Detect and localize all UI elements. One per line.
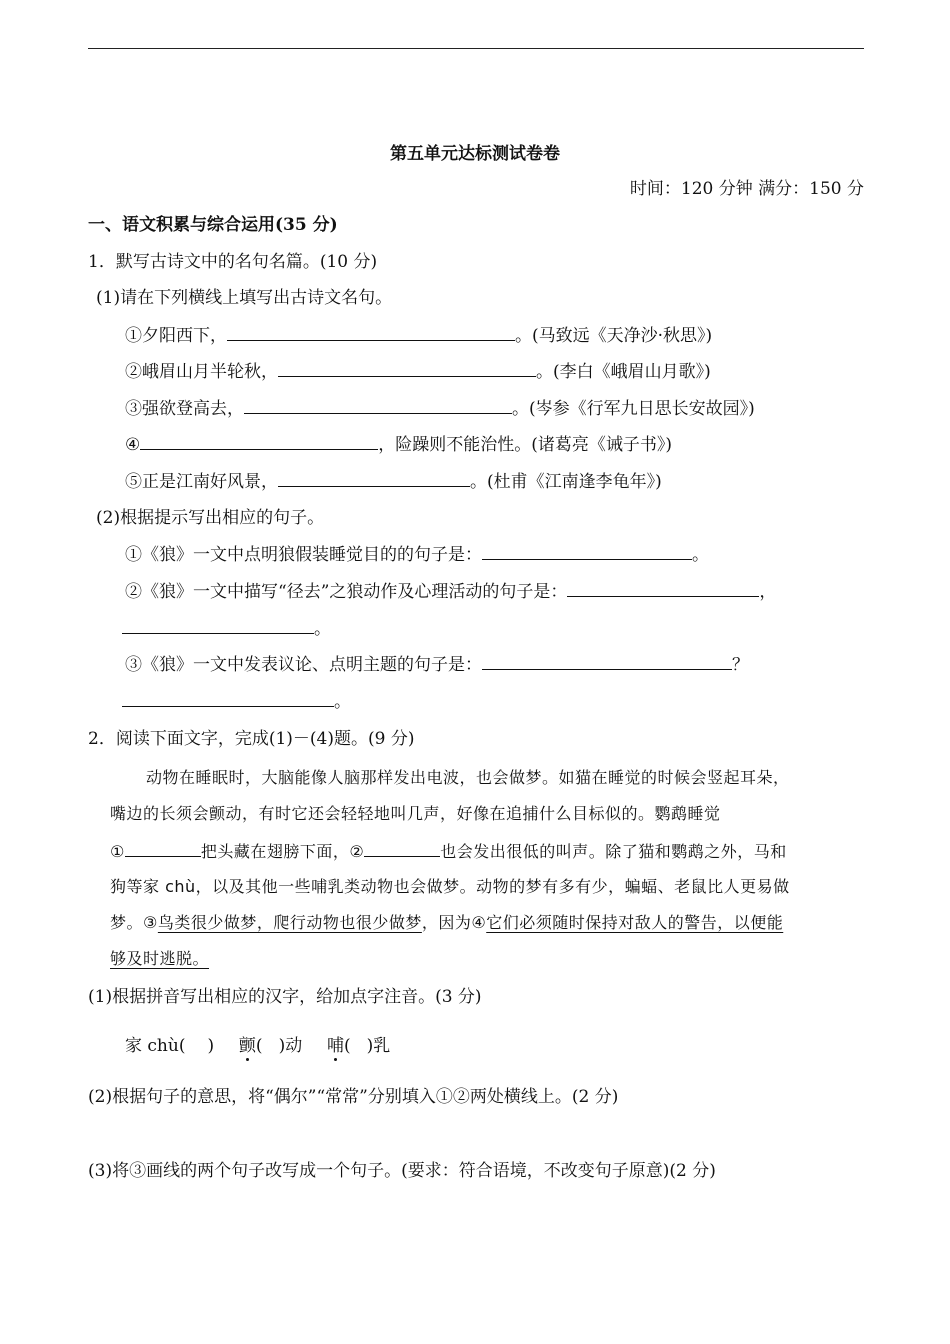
answer-blank[interactable]: [482, 653, 732, 670]
dotted-char-chan: 颤: [238, 1036, 256, 1056]
passage-line-2: 嘴边的长须会颤动，有时它还会轻轻地叫几声，好像在追捕什么目标似的。鹦鹉睡觉: [110, 804, 721, 823]
answer-blank[interactable]: [482, 543, 692, 560]
underlined-sentence-4-cont: 够及时逃脱。: [110, 949, 210, 968]
answer-blank[interactable]: [567, 580, 759, 597]
passage-line-1: 动物在睡眠时，大脑能像人脑那样发出电波，也会做梦。如猫在睡觉的时候会竖起耳朵，: [146, 768, 790, 787]
underlined-sentence-3: 鸟类很少做梦，爬行动物也很少做梦: [157, 913, 422, 932]
answer-blank[interactable]: [351, 1035, 367, 1051]
wolf-question-2-cont: 。: [122, 617, 331, 640]
poem-line-1: ①夕阳西下， 。(马致远《天净沙·秋思》): [125, 326, 713, 346]
answer-blank[interactable]: [185, 1035, 207, 1051]
time-info: 时间：120 分钟 满分：150 分: [629, 179, 864, 199]
answer-blank[interactable]: [278, 470, 470, 487]
passage-line-5: 梦。③鸟类很少做梦，爬行动物也很少做梦，因为④它们必须随时保持对敌人的警告，以便能: [110, 913, 784, 932]
answer-blank[interactable]: [122, 617, 314, 634]
answer-blank[interactable]: [122, 690, 334, 707]
answer-blank[interactable]: [140, 433, 378, 450]
page-title: 第五单元达标测试卷卷: [390, 144, 560, 164]
header-rule: [88, 48, 864, 49]
q2-sub3-prompt: (3)将③画线的两个句子改写成一个句子。(要求：符合语境，不改变句子原意)(2 分): [88, 1161, 716, 1181]
poem-line-5: ⑤正是江南好风景， 。(杜甫《江南逢李龟年》): [125, 472, 662, 492]
passage-line-6: [110, 948, 209, 970]
question-2-stem: 2．阅读下面文字，完成(1)－(4)题。(9 分): [88, 729, 415, 749]
dotted-char-bu: 哺: [327, 1036, 345, 1056]
q2-sub2-prompt: (2)根据句子的意思，将“偶尔”“常常”分别填入①②两处横线上。(2 分): [88, 1087, 619, 1107]
question-1-stem: 1．默写古诗文中的名句名篇。(10 分): [88, 252, 378, 272]
section-heading: 一、语文积累与综合运用(35 分): [88, 215, 338, 235]
answer-blank[interactable]: [227, 324, 515, 341]
fill-blank-1[interactable]: [125, 840, 201, 857]
underlined-sentence-4: 它们必须随时保持对敌人的警告，以便能: [486, 913, 784, 932]
answer-blank[interactable]: [244, 397, 512, 414]
q2-sub1-prompt: (1)根据拼音写出相应的汉字，给加点字注音。(3 分): [88, 987, 482, 1007]
q1-part2-prompt: (2)根据提示写出相应的句子。: [96, 508, 325, 528]
wolf-question-1: ①《狼》一文中点明狼假装睡觉目的的句子是： 。: [125, 545, 709, 565]
poem-line-2: ②峨眉山月半轮秋， 。(李白《峨眉山月歌》): [125, 362, 711, 382]
q1-part1-prompt: (1)请在下列横线上填写出古诗文名句。: [96, 288, 393, 308]
wolf-question-2: ②《狼》一文中描写“径去”之狼动作及心理活动的句子是： ，: [125, 582, 777, 602]
answer-blank[interactable]: [278, 360, 536, 377]
poem-line-4: ④ ，险躁则不能治性。(诸葛亮《诫子书》): [125, 435, 673, 455]
wolf-question-3-cont: 。: [122, 690, 351, 713]
fill-blank-2[interactable]: [364, 840, 440, 857]
wolf-question-3: ③《狼》一文中发表议论、点明主题的句子是： ？: [125, 655, 749, 675]
answer-blank[interactable]: [263, 1035, 279, 1051]
passage-line-4: 狗等家 chù，以及其他一些哺乳类动物也会做梦。动物的梦有多有少，蝙蝠、老鼠比人更易做: [110, 877, 790, 896]
pinyin-items: 家 chù( ) 颤( )动 哺( )乳: [125, 1036, 391, 1056]
poem-line-3: ③强欲登高去， 。(岑参《行军九日思长安故园》): [125, 399, 755, 419]
passage-line-3: ① 把头藏在翅膀下面，② 也会发出很低的叫声。除了猫和鹦鹉之外，马和: [110, 842, 787, 861]
